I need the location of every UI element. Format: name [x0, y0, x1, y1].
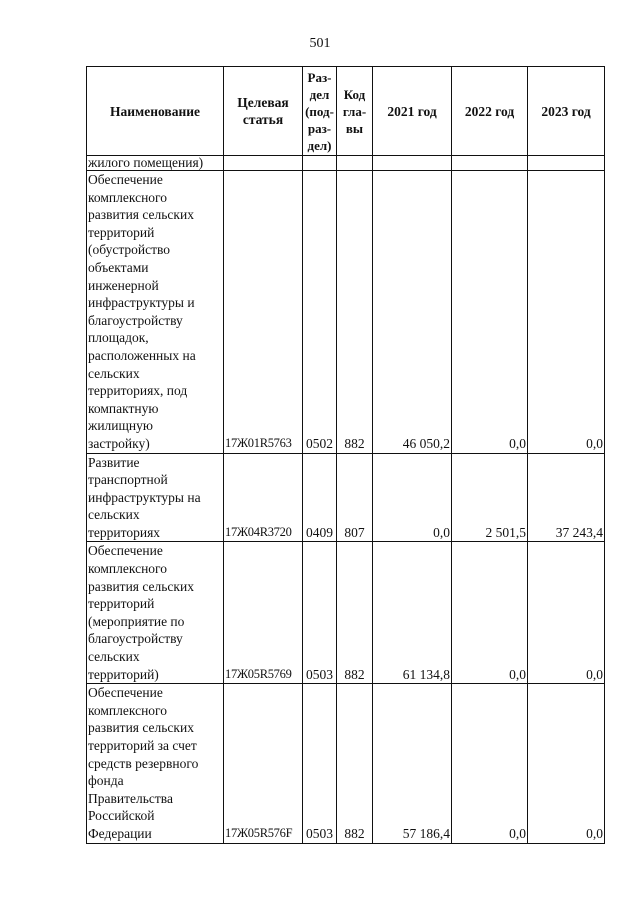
- row-name: Обеспечение комплексного развития сельских территорий (мероприятие по благоустройству сельских территорий): [87, 542, 224, 684]
- empty-cell: [373, 156, 452, 171]
- empty-cell: [337, 156, 373, 171]
- row-code: 807: [337, 453, 373, 542]
- row-2022: 0,0: [452, 542, 528, 684]
- row-code: 882: [337, 684, 373, 843]
- row-article: 17Ж05R5769: [224, 542, 303, 684]
- row-section: 0503: [303, 542, 337, 684]
- page-number: 501: [309, 36, 331, 51]
- budget-table: [86, 66, 605, 844]
- header-code: Код гла-вы: [337, 67, 373, 156]
- row-section: 0502: [303, 171, 337, 454]
- row-2021: 0,0: [373, 453, 452, 542]
- row-code: 882: [337, 171, 373, 454]
- table-row: [87, 684, 605, 843]
- row-name: Обеспечение комплексного развития сельских территорий (обустройство объектами инженерной инфраструктуры и благоустройству площадок, расположенных на сельских территориях, под компактную жилищную застройку): [87, 171, 224, 454]
- row-2023: 0,0: [528, 171, 605, 454]
- continuation-text: жилого помещения): [87, 156, 224, 171]
- header-name: Наименование: [87, 67, 224, 156]
- row-2022: 2 501,5: [452, 453, 528, 542]
- row-section: 0409: [303, 453, 337, 542]
- row-article: 17Ж01R5763: [224, 171, 303, 454]
- row-name: Обеспечение комплексного развития сельских территорий за счет средств резервного фонда Правительства Российской Федерации: [87, 684, 224, 843]
- row-2021: 61 134,8: [373, 542, 452, 684]
- header-row: [87, 67, 605, 156]
- row-2022: 0,0: [452, 171, 528, 454]
- row-code: 882: [337, 542, 373, 684]
- table-row: [87, 171, 605, 454]
- header-2021: 2021 год: [373, 67, 452, 156]
- row-section: 0503: [303, 684, 337, 843]
- row-article: 17Ж04R3720: [224, 453, 303, 542]
- row-2023: 0,0: [528, 542, 605, 684]
- header-article: Целевая статья: [224, 67, 303, 156]
- row-2021: 46 050,2: [373, 171, 452, 454]
- row-2021: 57 186,4: [373, 684, 452, 843]
- header-2022: 2022 год: [452, 67, 528, 156]
- continuation-row: [87, 156, 605, 171]
- table-row: [87, 453, 605, 542]
- table-row: [87, 542, 605, 684]
- header-2023: 2023 год: [528, 67, 605, 156]
- empty-cell: [224, 156, 303, 171]
- row-name: Развитие транспортной инфраструктуры на сельских территориях: [87, 453, 224, 542]
- row-2023: 37 243,4: [528, 453, 605, 542]
- empty-cell: [528, 156, 605, 171]
- header-section: Раз-дел (под-раз-дел): [303, 67, 337, 156]
- row-2022: 0,0: [452, 684, 528, 843]
- row-2023: 0,0: [528, 684, 605, 843]
- empty-cell: [303, 156, 337, 171]
- row-article: 17Ж05R576F: [224, 684, 303, 843]
- empty-cell: [452, 156, 528, 171]
